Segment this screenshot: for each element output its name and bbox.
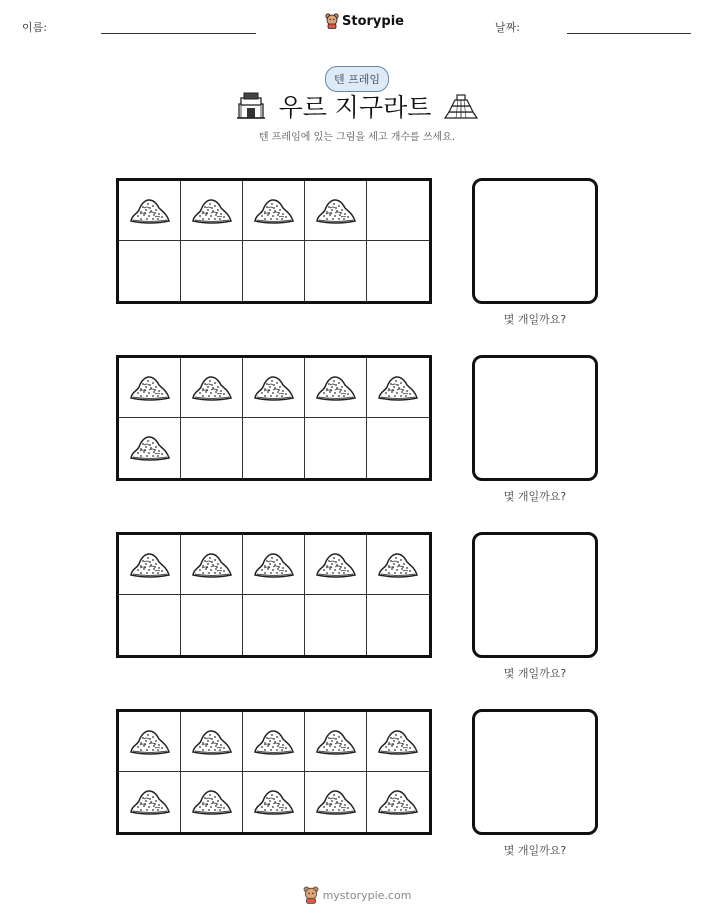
topic-badge: 텐 프레임 [325, 66, 389, 92]
frame-cell [243, 358, 305, 418]
sand-pile-icon [377, 372, 419, 404]
ten-frame [116, 709, 432, 835]
logo-text: Storypie [342, 13, 404, 29]
frame-cell [243, 241, 305, 301]
sand-pile-icon [191, 786, 233, 818]
frame-cell [305, 181, 367, 241]
frame-cell [119, 358, 181, 418]
sand-pile-icon [129, 549, 171, 581]
sand-pile-icon [129, 432, 171, 464]
sand-pile-icon [315, 786, 357, 818]
frame-cell [305, 358, 367, 418]
frame-cell [243, 772, 305, 832]
frame-cell [243, 418, 305, 478]
frame-cell [367, 181, 429, 241]
frame-cell [119, 181, 181, 241]
frame-cell [243, 535, 305, 595]
answer-box[interactable] [472, 178, 598, 304]
frame-cell [119, 241, 181, 301]
temple-icon [235, 92, 267, 120]
ten-frame [116, 532, 432, 658]
frame-cell [181, 418, 243, 478]
frame-cell [181, 595, 243, 655]
frame-cell [305, 241, 367, 301]
answer-box[interactable] [472, 709, 598, 835]
frame-cell [367, 595, 429, 655]
frame-cell [119, 418, 181, 478]
frame-cell [181, 535, 243, 595]
frame-cell [181, 241, 243, 301]
pyramid-icon [443, 92, 479, 120]
sand-pile-icon [191, 549, 233, 581]
question-label: 몇 개일까요? [503, 667, 567, 680]
frame-cell [305, 535, 367, 595]
footer-link[interactable]: mystorypie.com [322, 888, 412, 902]
instructions: 텐 프레임에 있는 그림을 세고 개수를 쓰세요. [258, 132, 456, 143]
sand-pile-icon [253, 786, 295, 818]
name-label: 이름: [22, 21, 47, 34]
sand-pile-icon [253, 372, 295, 404]
frame-cell [119, 772, 181, 832]
sand-pile-icon [129, 195, 171, 227]
frame-cell [367, 358, 429, 418]
sand-pile-icon [129, 786, 171, 818]
frame-cell [305, 712, 367, 772]
sand-pile-icon [191, 726, 233, 758]
sand-pile-icon [315, 549, 357, 581]
frame-cell [119, 535, 181, 595]
sand-pile-icon [191, 372, 233, 404]
sand-pile-icon [129, 726, 171, 758]
sand-pile-icon [315, 195, 357, 227]
frame-cell [367, 772, 429, 832]
frame-cell [305, 418, 367, 478]
sand-pile-icon [253, 726, 295, 758]
sand-pile-icon [253, 195, 295, 227]
question-label: 몇 개일까요? [503, 844, 567, 857]
sand-pile-icon [377, 786, 419, 818]
frame-cell [181, 772, 243, 832]
date-line[interactable] [567, 33, 691, 34]
frame-cell [367, 418, 429, 478]
footer [0, 886, 714, 904]
storypie-logo [325, 13, 404, 29]
sand-pile-icon [377, 549, 419, 581]
question-label: 몇 개일까요? [503, 313, 567, 326]
frame-cell [243, 181, 305, 241]
sand-pile-icon [129, 372, 171, 404]
bear-mascot-icon [303, 886, 319, 904]
sand-pile-icon [315, 372, 357, 404]
frame-cell [243, 595, 305, 655]
frame-cell [305, 772, 367, 832]
frame-cell [367, 241, 429, 301]
frame-cell [181, 358, 243, 418]
name-line[interactable] [101, 33, 256, 34]
frame-cell [243, 712, 305, 772]
page-title: 우르 지구라트 [278, 93, 432, 122]
frame-cell [367, 535, 429, 595]
sand-pile-icon [377, 726, 419, 758]
question-label: 몇 개일까요? [503, 490, 567, 503]
bear-mascot-icon [325, 13, 339, 29]
sand-pile-icon [315, 726, 357, 758]
sand-pile-icon [253, 549, 295, 581]
frame-cell [181, 712, 243, 772]
ten-frame [116, 178, 432, 304]
frame-cell [119, 595, 181, 655]
ten-frame [116, 355, 432, 481]
date-label: 날짜: [495, 21, 520, 34]
frame-cell [305, 595, 367, 655]
answer-box[interactable] [472, 355, 598, 481]
sand-pile-icon [191, 195, 233, 227]
answer-box[interactable] [472, 532, 598, 658]
frame-cell [367, 712, 429, 772]
frame-cell [181, 181, 243, 241]
frame-cell [119, 712, 181, 772]
title-row [0, 88, 714, 124]
